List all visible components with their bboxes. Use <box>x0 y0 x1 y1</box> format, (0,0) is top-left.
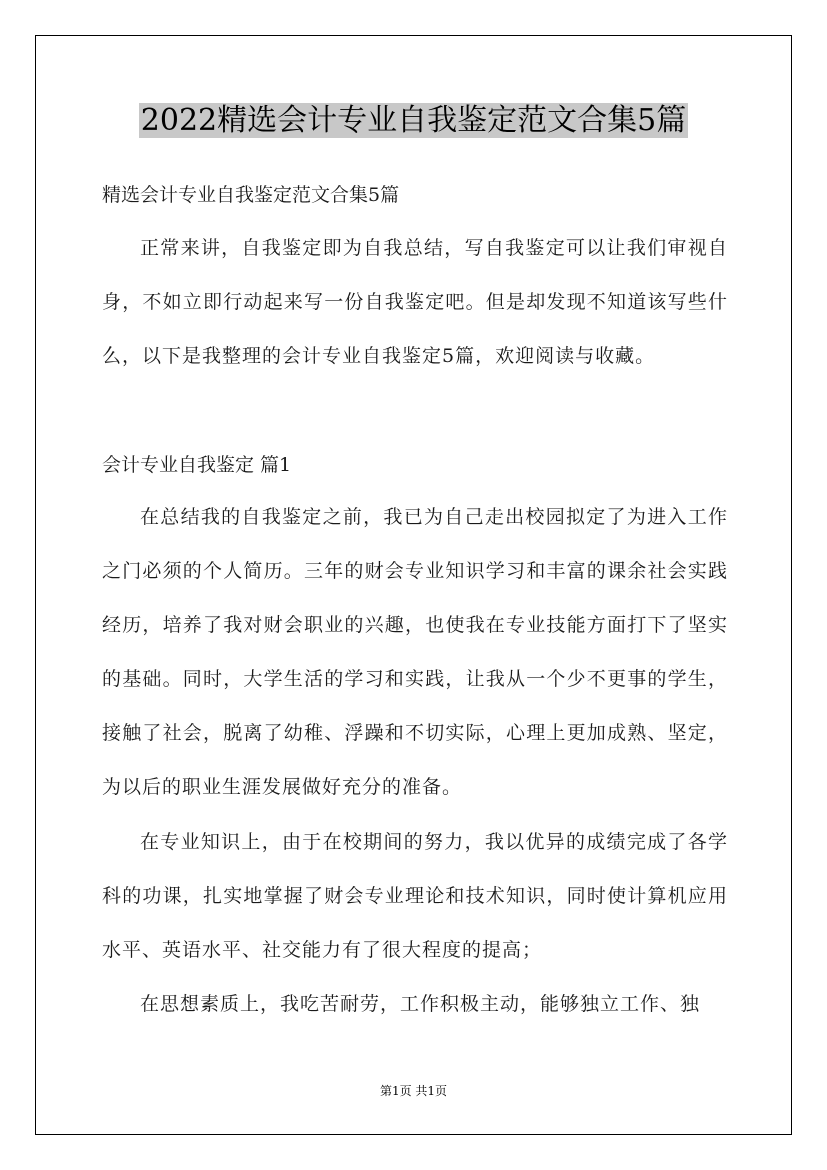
body-paragraph: 在总结我的自我鉴定之前，我已为自己走出校园拟定了为进入工作之门必须的个人简历。三年的财会专业知识学习和丰富的课余社会实践经历，培养了我对财会职业的兴趣，也使我在专业技能方面打下了坚实的基础。同时，大学生活的学习和实践，让我从一个少不更事的学生，接触了社会，脱离了幼稚、浮躁和不切实际，心理上更加成熟、坚定，为以后的职业生涯发展做好充分的准备。 <box>102 506 728 798</box>
body-paragraph: 在专业知识上，由于在校期间的努力，我以优异的成绩完成了各学科的功课，扎实地掌握了财会专业理论和技术知识，同时使计算机应用水平、英语水平、社交能力有了很大程度的提高； <box>102 831 728 961</box>
intro-paragraph: 正常来讲，自我鉴定即为自我总结，写自我鉴定可以让我们审视自身，不如立即行动起来写一份自我鉴定吧。但是却发现不知道该写些什么，以下是我整理的会计专业自我鉴定5篇，欢迎阅读与收藏。 <box>102 237 728 367</box>
page-footer: 第1页 共1页 <box>379 1084 448 1098</box>
document-title <box>0 98 827 144</box>
section-heading: 会计专业自我鉴定 篇1 <box>102 454 292 476</box>
document-title-text: 2022精选会计专业自我鉴定范文合集5篇 <box>140 103 687 138</box>
body-paragraph: 在思想素质上，我吃苦耐劳，工作积极主动，能够独立工作、独 <box>140 993 701 1015</box>
document-subtitle: 精选会计专业自我鉴定范文合集5篇 <box>102 184 400 206</box>
